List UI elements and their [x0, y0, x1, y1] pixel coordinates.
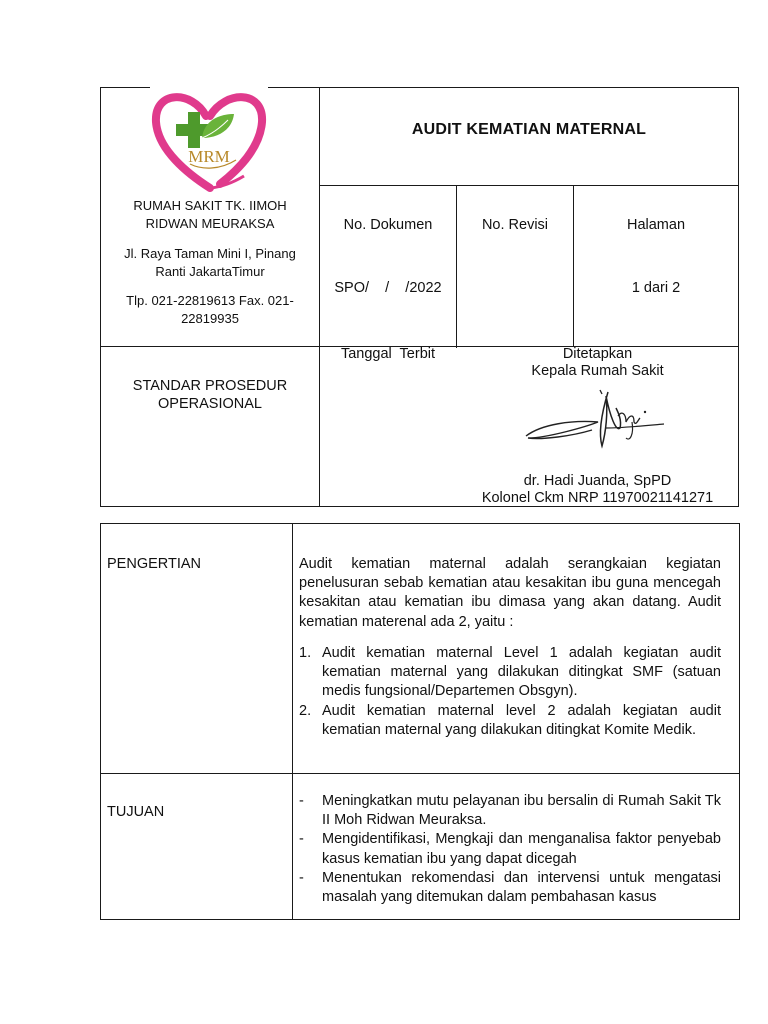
label-page: Halaman [626, 217, 686, 233]
hospital-phone: Tlp. 021-22819613 Fax. 021-22819935 [126, 293, 294, 326]
document-title: AUDIT KEMATIAN MATERNAL [411, 121, 647, 138]
list-marker: - [299, 831, 304, 848]
issue-date-label: Tanggal Terbit [340, 346, 436, 362]
label-revision: No. Revisi [481, 217, 549, 233]
list-item [299, 702, 721, 740]
approval-rank: Kolonel Ckm NRP 11970021141271 [481, 490, 714, 506]
hospital-logo [150, 88, 268, 194]
list-item [299, 830, 721, 868]
list-marker: - [299, 793, 304, 809]
list-marker: 2. [299, 702, 312, 719]
signature [522, 382, 667, 452]
list-marker: - [299, 869, 304, 886]
svg-text:MRM: MRM [188, 147, 230, 166]
list-item [299, 644, 721, 702]
list-marker: 1. [299, 645, 312, 661]
sop-label: STANDAR PROSEDUR OPERASIONAL [132, 378, 288, 412]
tujuan-list [299, 792, 721, 907]
signature-icon [522, 382, 667, 452]
value-page: 1 dari 2 [631, 280, 681, 296]
list-item [299, 869, 721, 907]
heart-logo-icon [150, 88, 268, 194]
list-item-text: Menentukan rekomendasi dan intervensi untuk mengatasi masalah yang ditemukan dalam pembahasan kasus [322, 869, 721, 906]
list-item-text: Audit kematian maternal Level 1 adalah kegiatan audit kematian maternal yang dilakukan ditingkat SMF (satuan medis fungsional/Departemen Obsgyn). [322, 645, 721, 700]
value-doc-no: SPO/ / /2022 [334, 280, 442, 296]
pengertian-paragraph: Audit kematian maternal adalah serangkaian kegiatan penelusuran sebab kematian atau kesakitan ibu guna mencegah kesakitan atau kematian ibu dimasa yang akan datang. Audit kematian materenal ada 2, yaitu : [299, 556, 721, 630]
tujuan-label: TUJUAN [107, 804, 165, 820]
hospital-address: Jl. Raya Taman Mini I, Pinang Ranti JakartaTimur [124, 246, 296, 279]
pengertian-label: PENGERTIAN [107, 556, 202, 572]
label-doc-no: No. Dokumen [343, 217, 433, 233]
list-item-text: Meningkatkan mutu pelayanan ibu bersalin di Rumah Sakit Tk II Moh Ridwan Meuraksa. [322, 793, 721, 829]
pengertian-list [299, 644, 721, 740]
approval-line-2: Kepala Rumah Sakit [531, 363, 664, 379]
list-item [299, 792, 721, 830]
approval-line-1: Ditetapkan [562, 346, 633, 362]
list-item-text: Audit kematian maternal level 2 adalah kegiatan audit kematian maternal yang dilakukan ditingkat Komite Medik. [322, 702, 721, 738]
list-item-text: Mengidentifikasi, Mengkaji dan menganalisa faktor penyebab kasus kematian ibu yang dapat dicegah [322, 831, 721, 867]
approval-name: dr. Hadi Juanda, SpPD [523, 473, 672, 489]
hospital-name: RUMAH SAKIT TK. IIMOH RIDWAN MEURAKSA [133, 198, 287, 231]
